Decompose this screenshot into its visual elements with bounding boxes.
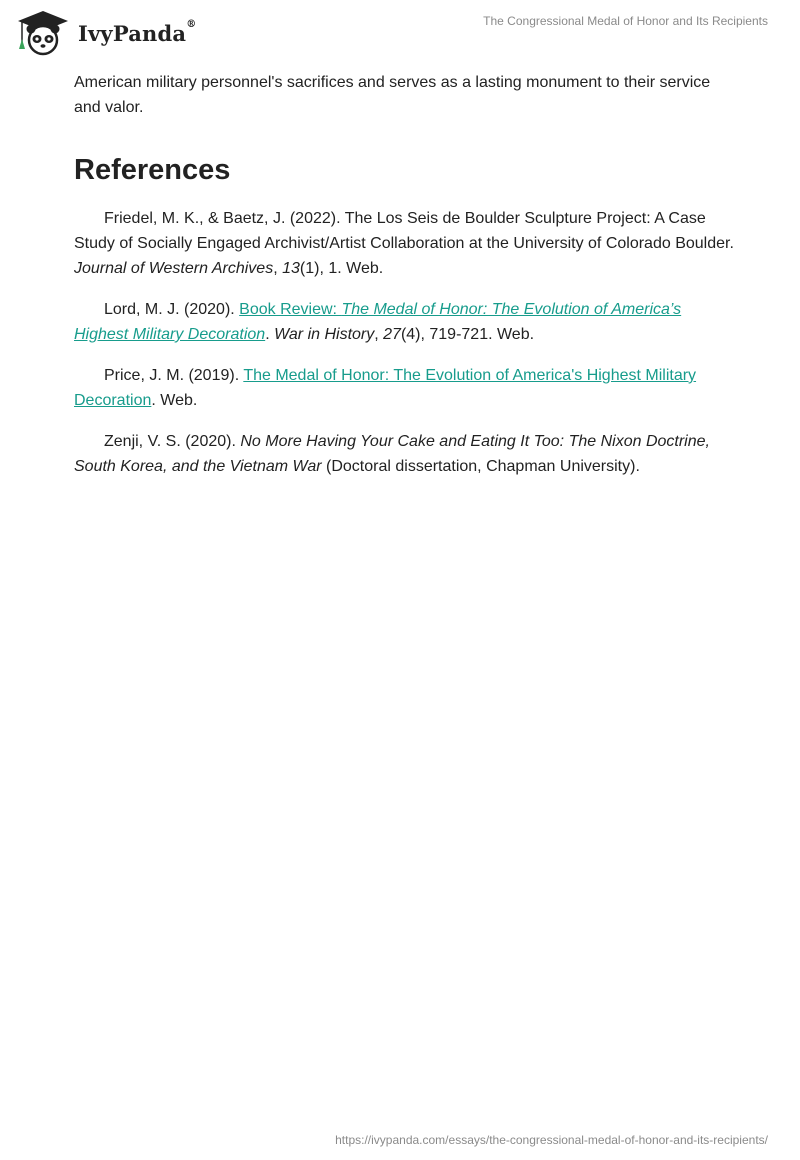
- reference-item: Friedel, M. K., & Baetz, J. (2022). The Los Seis de Boulder Sculpture Project: A Case Study of Socially Engaged Archivist/Artist Collaboration at the University of Colorado Boulder. Journal of Western Archives, 13(1), 1. Web.: [74, 210, 734, 277]
- reference-item: Lord, M. J. (2020). Book Review: The Medal of Honor: The Evolution of America’s Highest Military Decoration. War in History, 27(4), 719-721. Web.: [74, 301, 682, 343]
- reference-item: Zenji, V. S. (2020). No More Having Your Cake and Eating It Too: The Nixon Doctrine, South Korea, and the Vietnam War (Doctoral dissertation, Chapman University).: [74, 433, 710, 475]
- footer-url: https://ivypanda.com/essays/the-congressional-medal-of-honor-and-its-recipients/: [335, 1133, 768, 1147]
- ivypanda-logo[interactable]: [14, 8, 196, 58]
- brand-name: IvyPanda®: [78, 18, 197, 46]
- panda-graduate-icon: [14, 8, 72, 58]
- running-title: The Congressional Medal of Honor and Its Recipients: [483, 14, 768, 28]
- intro-paragraph: American military personnel's sacrifices and serves as a lasting monument to their service and valor.: [74, 74, 711, 116]
- reference-item: Price, J. M. (2019). The Medal of Honor: The Evolution of America's Highest Military Decoration. Web.: [74, 367, 697, 409]
- page-header: [0, 0, 800, 70]
- references-heading: References: [74, 154, 231, 186]
- reference-link[interactable]: Book Review: The Medal of Honor: The Evolution of America’s Highest Military Decoration: [74, 301, 682, 343]
- reference-link[interactable]: The Medal of Honor: The Evolution of America's Highest Military Decoration: [74, 367, 697, 409]
- document-body: [74, 70, 734, 495]
